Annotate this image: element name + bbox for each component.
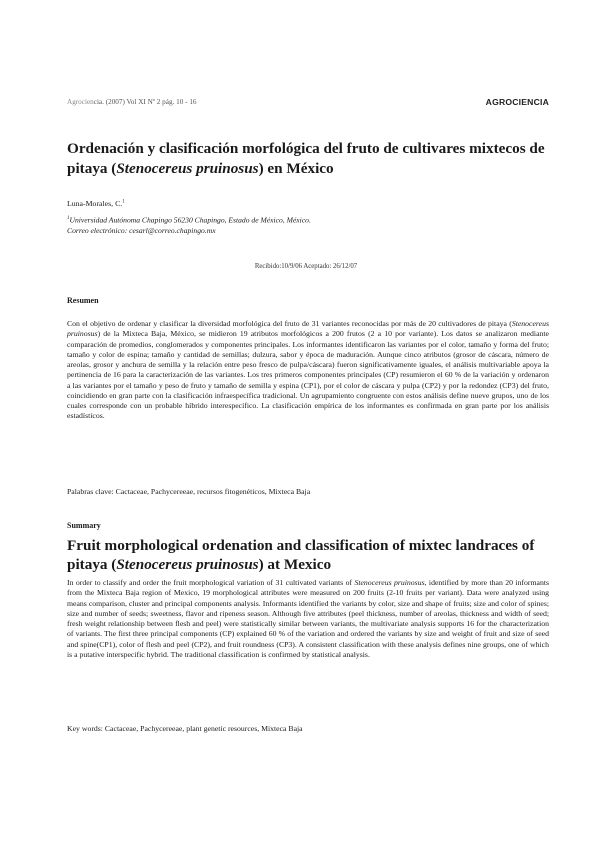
- author-line: [67, 199, 125, 208]
- affiliation-email: Correo electrónico: cesarl@correo.chapingo.mx: [67, 226, 216, 236]
- title-en-text-1: Fruit morphological ordenation and classification of mixtec landraces of pitaya (: [67, 537, 535, 573]
- article-title-english: [67, 536, 549, 574]
- journal-ref-prefix: Agrocien: [67, 98, 94, 106]
- summary-text-2: , identified by more than 20 informants from the Mixteca Baja region of Mexico, 19 morphological attributes were measured on 200 fruits (2-10 fruits per variant). Data were analyzed using means comparison, cluster and principal components analysis. Informants identified the variants by color, size and shape of fruits; size and color of spines; size and number of seeds; sweetness, flavor and ripeness season. Although five attributes (peel thickness, number of areolas, thickness and width of seed; fresh weight relationship between flesh and peel) were statistically similar between variants, the multivariate analysis supports 16 for the characterization of variants. The first three principal components (CP) explained 60 % of the variation and ordered the variants by size and weight of fruit and size of seed and spine(CP1), color of flesh and peel (CP2), and fruit roundness (CP3). A consistent classification with these analysis defines nine groups, one of which is a putative interspecific hybrid. The traditional classification is confirmed by statistical analysis.: [67, 578, 550, 659]
- summary-text-1: In order to classify and order the fruit morphological variation of 31 cultivated variants of: [67, 578, 355, 587]
- summary-heading: Summary: [67, 521, 101, 530]
- palabras-clave-text: Cactaceae, Pachycereeae, recursos fitogenéticos, Mixteca Baja: [113, 487, 311, 496]
- author-affiliation-marker: 1: [122, 199, 125, 205]
- summary-species: Stenocereus pruinosus: [354, 578, 425, 587]
- summary-paragraph: [67, 578, 549, 660]
- journal-reference: [67, 98, 197, 106]
- journal-name: AGROCIENCIA: [485, 97, 549, 107]
- resumen-paragraph: [67, 319, 549, 422]
- title-en-species: Stenocereus pruinosus: [116, 556, 259, 573]
- resumen-text-2: ) de la Mixteca Baja, México, se midieron 19 atributos morfológicos a 200 frutos (2 a 10 por variante). Los datos se analizaron mediante comparación de promedios, conglomerados y componentes principales. Los informantes identificaron las variantes por el color, tamaño y forma del fruto; tamaño y color de espina; tamaño y cantidad de semillas; dulzura, sabor y época de maduración. Aunque cinco atributos (grosor de cáscara, número de areolas, grosor y anchura de semilla y la relación entre peso fresco de pulpa/cáscara) fueron significativamente iguales, el análisis multivariable apoya la pertinencia de 16 para la caracterización de las variantes. Los tres primeros componentes principales (CP) resumieron el 60 % de la variación y ordenaron a las variantes por el tamaño y peso de fruto y tamaño de semilla y espina (CP1), por el color de cáscara y pulpa (CP2) y por la redondez (CP3) del fruto, coincidiendo en gran parte con la clasificación infraespecífica tradicional. Un agrupamiento congruente con estos análisis define nueve grupos, uno de los cuales corresponde con un probable híbrido interespecífico. La clasificación empírica de los informantes es confirmada en gran parte por los análisis estadísticos.: [67, 329, 549, 421]
- key-words-text: Cactaceae, Pachycereeae, plant genetic resources, Mixteca Baja: [102, 724, 303, 733]
- resumen-text-1: Con el objetivo de ordenar y clasificar la diversidad morfológica del fruto de 31 variantes reconocidas por más de 20 cultivadores de pitaya (: [67, 319, 512, 328]
- palabras-clave-label: Palabras clave:: [67, 487, 114, 496]
- article-title-spanish: [67, 139, 549, 179]
- page-header: [67, 98, 549, 110]
- resumen-heading: Resumen: [67, 296, 99, 305]
- received-accepted-dates: Recibido:10/9/06 Aceptado: 26/12/07: [254, 263, 358, 270]
- palabras-clave: [67, 487, 549, 496]
- journal-ref-main: cia. (2007) Vol XI Nº 2 pág. 10 - 16: [93, 98, 197, 106]
- affiliation-institution-text: Universidad Autónoma Chapingo 56230 Chapingo, Estado de México, México.: [69, 215, 311, 225]
- affiliation-block: [67, 214, 311, 237]
- title-es-text-1: Ordenación y clasificación morfológica del fruto de cultivares mixtecos de pitaya (: [67, 140, 545, 177]
- key-words: [67, 724, 549, 733]
- affiliation-institution: [67, 214, 311, 226]
- author-name: Luna-Morales, C.: [67, 199, 123, 208]
- title-en-text-2: ) at Mexico: [258, 556, 332, 573]
- title-es-text-2: ) en México: [258, 160, 334, 177]
- resumen-species: Stenocereus pruinosus: [67, 319, 549, 339]
- title-es-species: Stenocereus pruinosus: [116, 160, 259, 177]
- affiliation-marker: 1: [67, 216, 70, 221]
- key-words-label: Key words:: [67, 724, 103, 733]
